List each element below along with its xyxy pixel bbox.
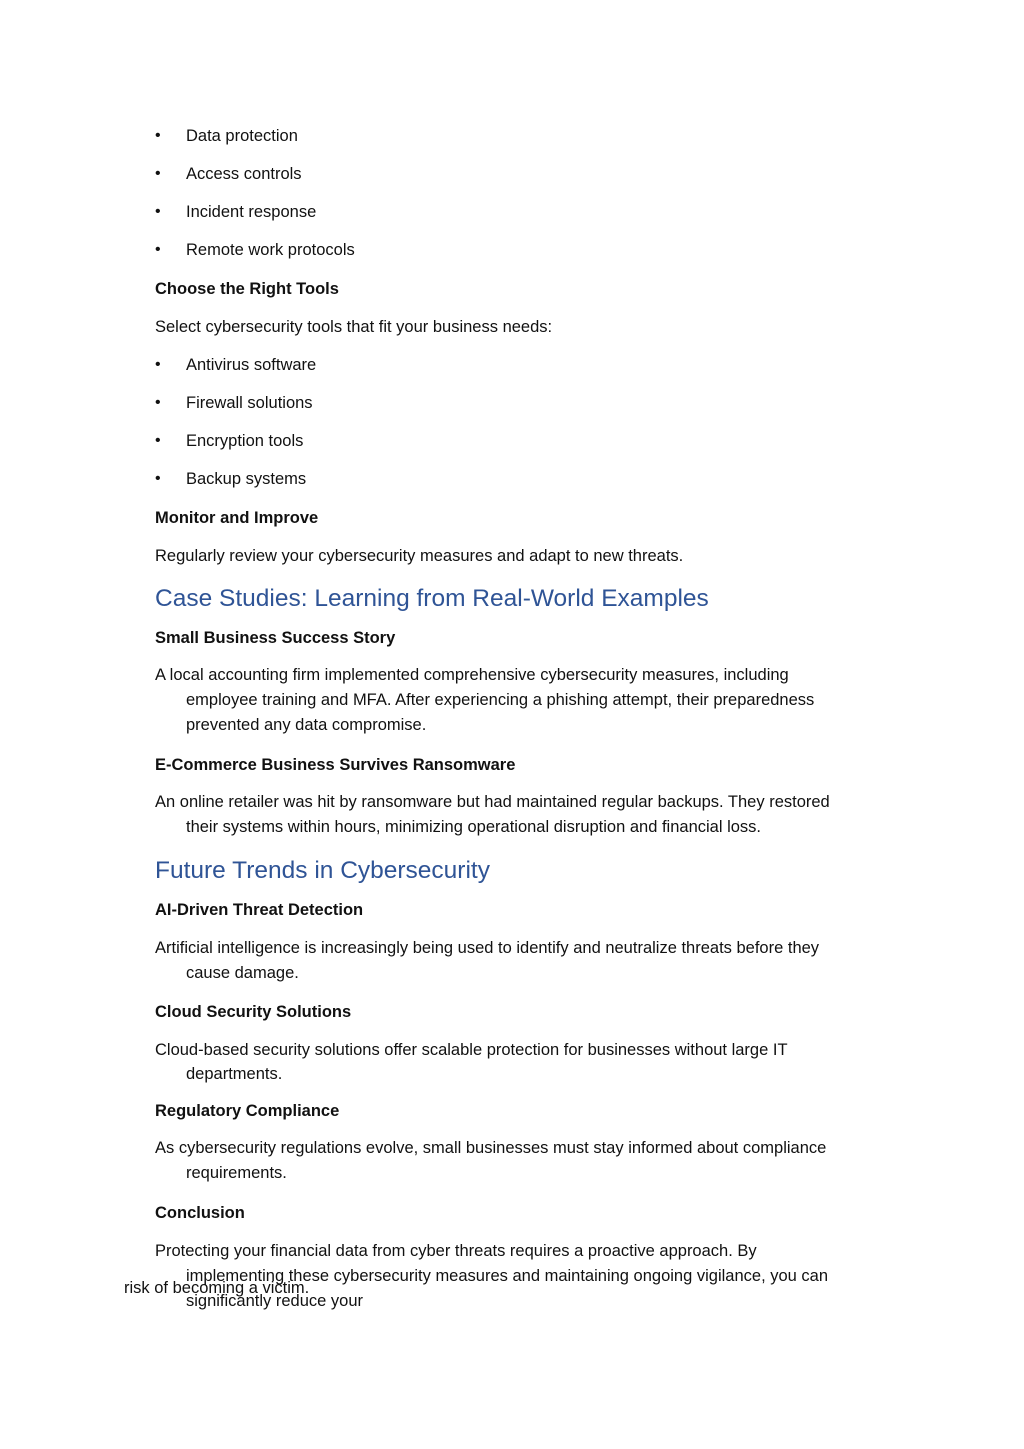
bullet-icon: • (155, 203, 161, 220)
tools-intro: Select cybersecurity tools that fit your business needs: (155, 318, 553, 336)
list-item: Access controls (186, 165, 302, 183)
list-item: Encryption tools (186, 432, 304, 450)
case-study-text-line: prevented any data compromise. (186, 716, 427, 734)
section-title-tools: Choose the Right Tools (155, 280, 339, 298)
list-item: Antivirus software (186, 356, 317, 374)
heading-case-studies: Case Studies: Learning from Real-World Examples (155, 585, 709, 612)
bullet-icon: • (155, 165, 161, 182)
trend-text-line: Cloud-based security solutions offer scalable protection for businesses without large IT (155, 1041, 788, 1059)
conclusion-text-line: Protecting your financial data from cyber threats requires a proactive approach. By (155, 1242, 757, 1260)
conclusion-title: Conclusion (155, 1204, 245, 1222)
case-study-title-1: Small Business Success Story (155, 629, 396, 647)
bullet-icon: • (155, 394, 161, 411)
case-study-text-line: An online retailer was hit by ransomware but had maintained regular backups. They restored (155, 793, 830, 811)
case-study-text-line: employee training and MFA. After experiencing a phishing attempt, their preparedness (186, 691, 815, 709)
bullet-icon: • (155, 241, 161, 258)
trend-title-ai: AI-Driven Threat Detection (155, 901, 364, 919)
bullet-icon: • (155, 356, 161, 373)
trend-text-line: As cybersecurity regulations evolve, small businesses must stay informed about compliance (155, 1139, 827, 1157)
trend-title-compliance: Regulatory Compliance (155, 1102, 340, 1120)
trend-text-line: departments. (186, 1065, 283, 1083)
list-item: Firewall solutions (186, 394, 313, 412)
case-study-title-2: E-Commerce Business Survives Ransomware (155, 756, 516, 774)
section-title-monitor: Monitor and Improve (155, 509, 319, 527)
case-study-text-line: their systems within hours, minimizing operational disruption and financial loss. (186, 818, 762, 836)
heading-future-trends: Future Trends in Cybersecurity (155, 857, 490, 884)
bullet-icon: • (155, 470, 161, 487)
list-item: Remote work protocols (186, 241, 355, 259)
conclusion-overlap-text: risk of becoming a victim. (124, 1279, 310, 1297)
bullet-icon: • (155, 432, 161, 449)
conclusion-text-line: significantly reduce your (186, 1292, 364, 1310)
trend-text-line: Artificial intelligence is increasingly being used to identify and neutralize threats before they (155, 939, 820, 957)
case-study-text-line: A local accounting firm implemented comprehensive cybersecurity measures, including (155, 666, 789, 684)
list-item: Backup systems (186, 470, 307, 488)
list-item: Data protection (186, 127, 298, 145)
trend-text-line: requirements. (186, 1164, 287, 1182)
trend-text-line: cause damage. (186, 964, 299, 982)
monitor-text: Regularly review your cybersecurity measures and adapt to new threats. (155, 547, 684, 565)
list-item: Incident response (186, 203, 317, 221)
bullet-icon: • (155, 127, 161, 144)
conclusion-text-line: implementing these cybersecurity measures and maintaining ongoing vigilance, you can (186, 1267, 829, 1285)
trend-title-cloud: Cloud Security Solutions (155, 1003, 352, 1021)
